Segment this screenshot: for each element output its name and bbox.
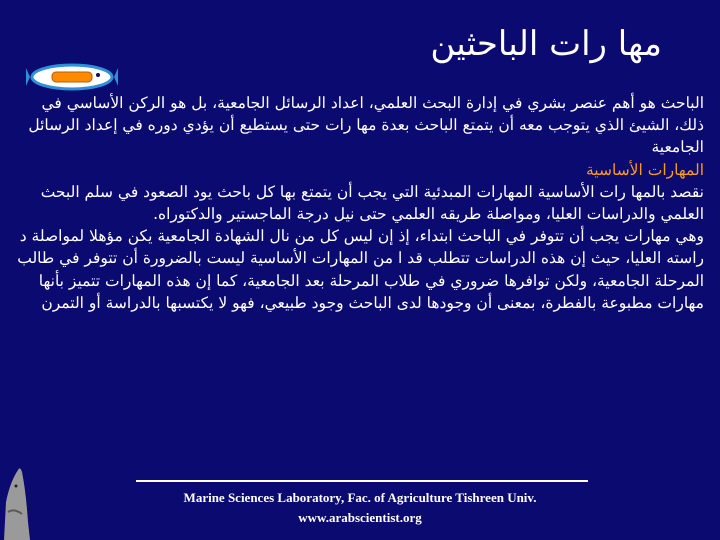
section-heading: المهارات الأساسية [586, 160, 704, 179]
slide-body [14, 92, 704, 314]
body-paragraph: نقصد بالمها رات الأساسية المهارات المبدئية التي يجب أن يتمتع بها كل باحث يود الصعود في سلم البحث العلمي والدراسات العليا، ومواصلة طريقه العلمي حتى نيل درجة الماجستير والدكتوراه. [40, 182, 704, 224]
body-paragraph: وهي مهارات يجب أن تتوفر في الباحث ابتداء، إذ إن ليس كل من نال الشهادة الجامعية يكن مؤهلا لمواصلة د راسته العليا، حيث إن هذه الدراسات تتطلب قد ا من المهارات الأساسية ليست بالضرورة أن تتوفر في طالب المرحلة الجامعية، ولكن توافرها ضروري في طلاب المرحلة بعد الجامعية، كما إن هذه المهارات تتميز بأنها مهارات مطبوعة بالفطرة، بمعنى أن وجودها لدى الباحث وجود طبيعي، فهو لا يكتسبها بالدراسة أو التمرن [17, 227, 704, 312]
footer-divider [136, 480, 588, 482]
footer-institution: Marine Sciences Laboratory, Fac. of Agriculture Tishreen Univ. [183, 490, 537, 505]
footer-website: www.arabscientist.org [298, 510, 422, 525]
slide-title: مها رات الباحثين [430, 24, 662, 64]
fish-logo-icon [26, 62, 118, 92]
shark-icon [0, 462, 30, 540]
body-paragraph: الباحث هو أهم عنصر بشري في إدارة البحث العلمي، اعداد الرسائل الجامعية، بل هو الركن الأساسي في ذلك، الشيئ الذي يتوجب معه أن يتمتع الباحث بعدة مها رات حتى يستطيع أن يؤدي دوره في إعداد الرسائل الجامعية [28, 94, 704, 157]
